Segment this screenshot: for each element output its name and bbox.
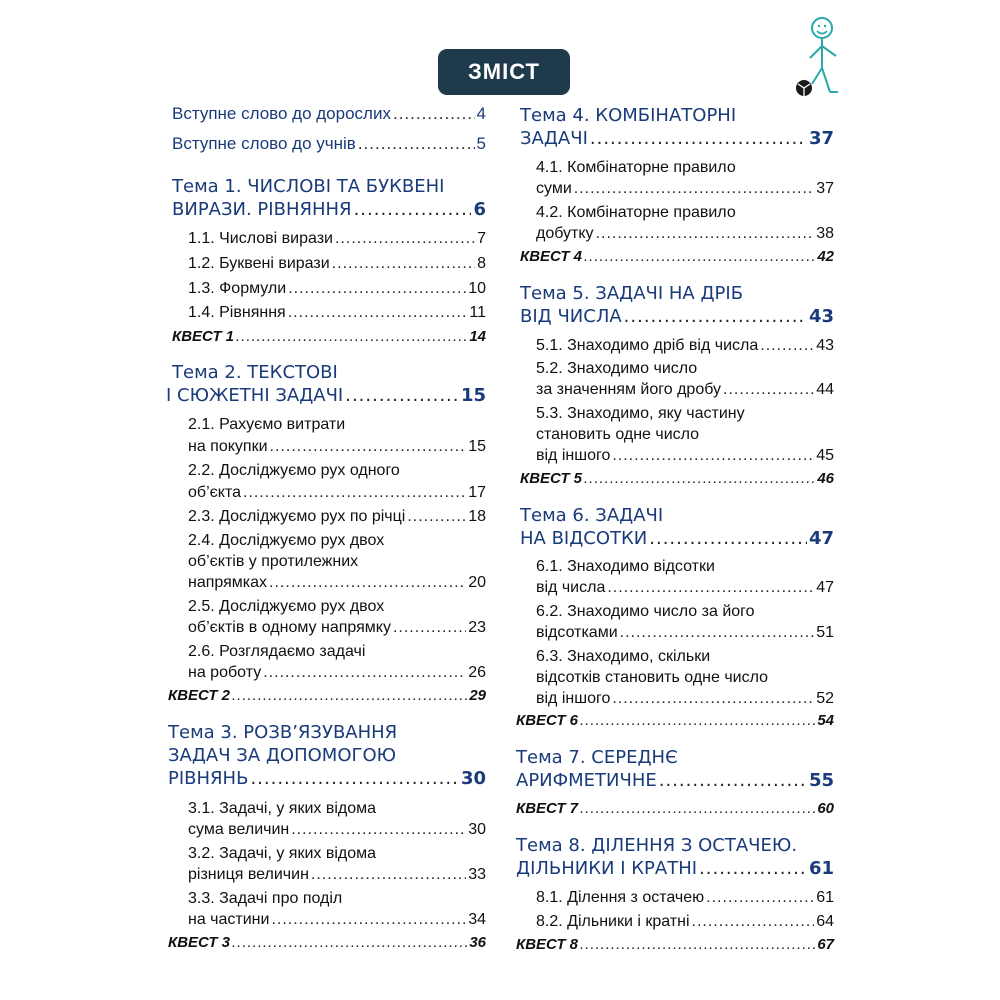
toc-entry-4-1-line1: 4.1. Комбінаторне правило bbox=[536, 159, 736, 176]
toc-entry-5-2-line1: 5.2. Знаходимо число bbox=[536, 360, 698, 377]
contents-title: ЗМІСТ bbox=[438, 49, 570, 95]
toc-entry-topic-6[interactable]: НА ВІДСОТКИ ..... 47 bbox=[520, 529, 834, 549]
toc-entry-quest-2[interactable]: КВЕСТ 2 ..... 29 bbox=[168, 687, 486, 704]
toc-entry-6-3[interactable]: від іншого ..... 52 bbox=[536, 689, 834, 709]
topic-3-heading-line2: ЗАДАЧ ЗА ДОПОМОГОЮ bbox=[168, 745, 397, 766]
stick-figure-with-ball-icon bbox=[790, 12, 850, 102]
toc-entry-8-2[interactable]: 8.2. Дільники і кратні ..... 64 bbox=[536, 912, 834, 932]
toc-entry-6-1[interactable]: від числа ..... 47 bbox=[536, 578, 834, 598]
toc-entry-6-2[interactable]: відсотками ..... 51 bbox=[536, 623, 834, 643]
toc-entry-8-1[interactable]: 8.1. Ділення з остачею ..... 61 bbox=[536, 888, 834, 908]
toc-entry-4-1[interactable]: суми ..... 37 bbox=[536, 179, 834, 199]
toc-entry-topic-7[interactable]: АРИФМЕТИЧНЕ ..... 55 bbox=[516, 771, 834, 791]
toc-entry-2-4[interactable]: напрямках ..... 20 bbox=[188, 573, 486, 593]
toc-entry-quest-4[interactable]: КВЕСТ 4 ..... 42 bbox=[520, 248, 834, 265]
toc-entry-2-2[interactable]: об’єкта ..... 17 bbox=[188, 483, 486, 503]
toc-entry-1-2[interactable]: 1.2. Буквені вирази ..... 8 bbox=[188, 254, 486, 274]
toc-entry-6-3-line2: відсотків становить одне число bbox=[536, 669, 769, 686]
toc-entry-topic-2[interactable]: І СЮЖЕТНІ ЗАДАЧІ ..... 15 bbox=[166, 386, 486, 406]
toc-entry-3-1-line1: 3.1. Задачі, у яких відома bbox=[188, 800, 377, 817]
topic-7-heading-line1: Тема 7. СЕРЕДНЄ bbox=[516, 747, 678, 768]
toc-entry-quest-7[interactable]: КВЕСТ 7 ..... 60 bbox=[516, 800, 834, 817]
toc-entry-2-1-line1: 2.1. Рахуємо витрати bbox=[188, 416, 346, 433]
toc-entry-5-3-line1: 5.3. Знаходимо, яку частину bbox=[536, 405, 745, 422]
toc-entry-2-6-line1: 2.6. Розглядаємо задачі bbox=[188, 643, 366, 660]
toc-entry-3-3-line1: 3.3. Задачі про поділ bbox=[188, 890, 343, 907]
toc-entry-1-1[interactable]: 1.1. Числові вирази ..... 7 bbox=[188, 229, 486, 249]
toc-entry-1-4[interactable]: 1.4. Рівняння ..... 11 bbox=[188, 303, 486, 323]
toc-entry-quest-8[interactable]: КВЕСТ 8 ..... 67 bbox=[516, 936, 834, 953]
toc-entry-intro-students[interactable]: Вступне слово до учнів ..... 5 bbox=[172, 134, 486, 154]
topic-2-heading-line1: Тема 2. ТЕКСТОВІ bbox=[172, 362, 338, 383]
toc-entry-3-1[interactable]: сума величин ..... 30 bbox=[188, 820, 486, 840]
toc-entry-topic-3[interactable]: РІВНЯНЬ ..... 30 bbox=[168, 769, 486, 789]
toc-entry-5-3-line2: становить одне число bbox=[536, 426, 700, 443]
toc-entry-2-5-line1: 2.5. Досліджуємо рух двох bbox=[188, 598, 385, 615]
toc-entry-quest-3[interactable]: КВЕСТ 3 ..... 36 bbox=[168, 934, 486, 951]
toc-entry-topic-4[interactable]: ЗАДАЧІ ..... 37 bbox=[520, 129, 834, 149]
toc-entry-3-2[interactable]: різниця величин ..... 33 bbox=[188, 865, 486, 885]
toc-entry-2-2-line1: 2.2. Досліджуємо рух одного bbox=[188, 462, 400, 479]
toc-entry-6-2-line1: 6.2. Знаходимо число за його bbox=[536, 603, 755, 620]
toc-entry-4-2[interactable]: добутку ..... 38 bbox=[536, 224, 834, 244]
toc-entry-topic-1[interactable]: ВИРАЗИ. РІВНЯННЯ ..... 6 bbox=[172, 200, 486, 220]
toc-entry-2-4-line1: 2.4. Досліджуємо рух двох bbox=[188, 532, 385, 549]
topic-1-heading-line1: Тема 1. ЧИСЛОВІ ТА БУКВЕНІ bbox=[172, 176, 445, 197]
toc-entry-2-3[interactable]: 2.3. Досліджуємо рух по річці ..... 18 bbox=[188, 507, 486, 527]
toc-entry-topic-8[interactable]: ДІЛЬНИКИ І КРАТНІ ..... 61 bbox=[516, 859, 834, 879]
toc-entry-2-4-line2: об’єктів у протилежних bbox=[188, 553, 359, 570]
topic-3-heading-line1: Тема 3. РОЗВ’ЯЗУВАННЯ bbox=[168, 722, 398, 743]
toc-entry-3-2-line1: 3.2. Задачі, у яких відома bbox=[188, 845, 377, 862]
topic-6-heading-line1: Тема 6. ЗАДАЧІ bbox=[520, 505, 664, 526]
toc-entry-intro-adults[interactable]: Вступне слово до дорослих ..... 4 bbox=[172, 104, 486, 124]
toc-entry-2-5[interactable]: об’єктів в одному напрямку ..... 23 bbox=[188, 618, 486, 638]
topic-4-heading-line1: Тема 4. КОМБІНАТОРНІ bbox=[520, 105, 737, 126]
toc-entry-6-1-line1: 6.1. Знаходимо відсотки bbox=[536, 558, 715, 575]
toc-entry-quest-6[interactable]: КВЕСТ 6 ..... 54 bbox=[516, 712, 834, 729]
toc-entry-6-3-line1: 6.3. Знаходимо, скільки bbox=[536, 648, 711, 665]
toc-entry-5-1[interactable]: 5.1. Знаходимо дріб від числа ..... 43 bbox=[536, 336, 834, 356]
toc-entry-5-3[interactable]: від іншого ..... 45 bbox=[536, 446, 834, 466]
toc-entry-quest-5[interactable]: КВЕСТ 5 ..... 46 bbox=[520, 470, 834, 487]
toc-entry-3-3[interactable]: на частини ..... 34 bbox=[188, 910, 486, 930]
toc-entry-5-2[interactable]: за значенням його дробу ..... 44 bbox=[536, 380, 834, 400]
toc-entry-1-3[interactable]: 1.3. Формули ..... 10 bbox=[188, 279, 486, 299]
toc-entry-2-1[interactable]: на покупки ..... 15 bbox=[188, 437, 486, 457]
toc-entry-quest-1[interactable]: КВЕСТ 1 ..... 14 bbox=[172, 328, 486, 345]
toc-entry-4-2-line1: 4.2. Комбінаторне правило bbox=[536, 204, 736, 221]
toc-entry-topic-5[interactable]: ВІД ЧИСЛА ..... 43 bbox=[520, 307, 834, 327]
topic-5-heading-line1: Тема 5. ЗАДАЧІ НА ДРІБ bbox=[520, 283, 744, 304]
toc-entry-2-6[interactable]: на роботу ..... 26 bbox=[188, 663, 486, 683]
topic-8-heading-line1: Тема 8. ДІЛЕННЯ З ОСТАЧЕЮ. bbox=[516, 835, 798, 856]
